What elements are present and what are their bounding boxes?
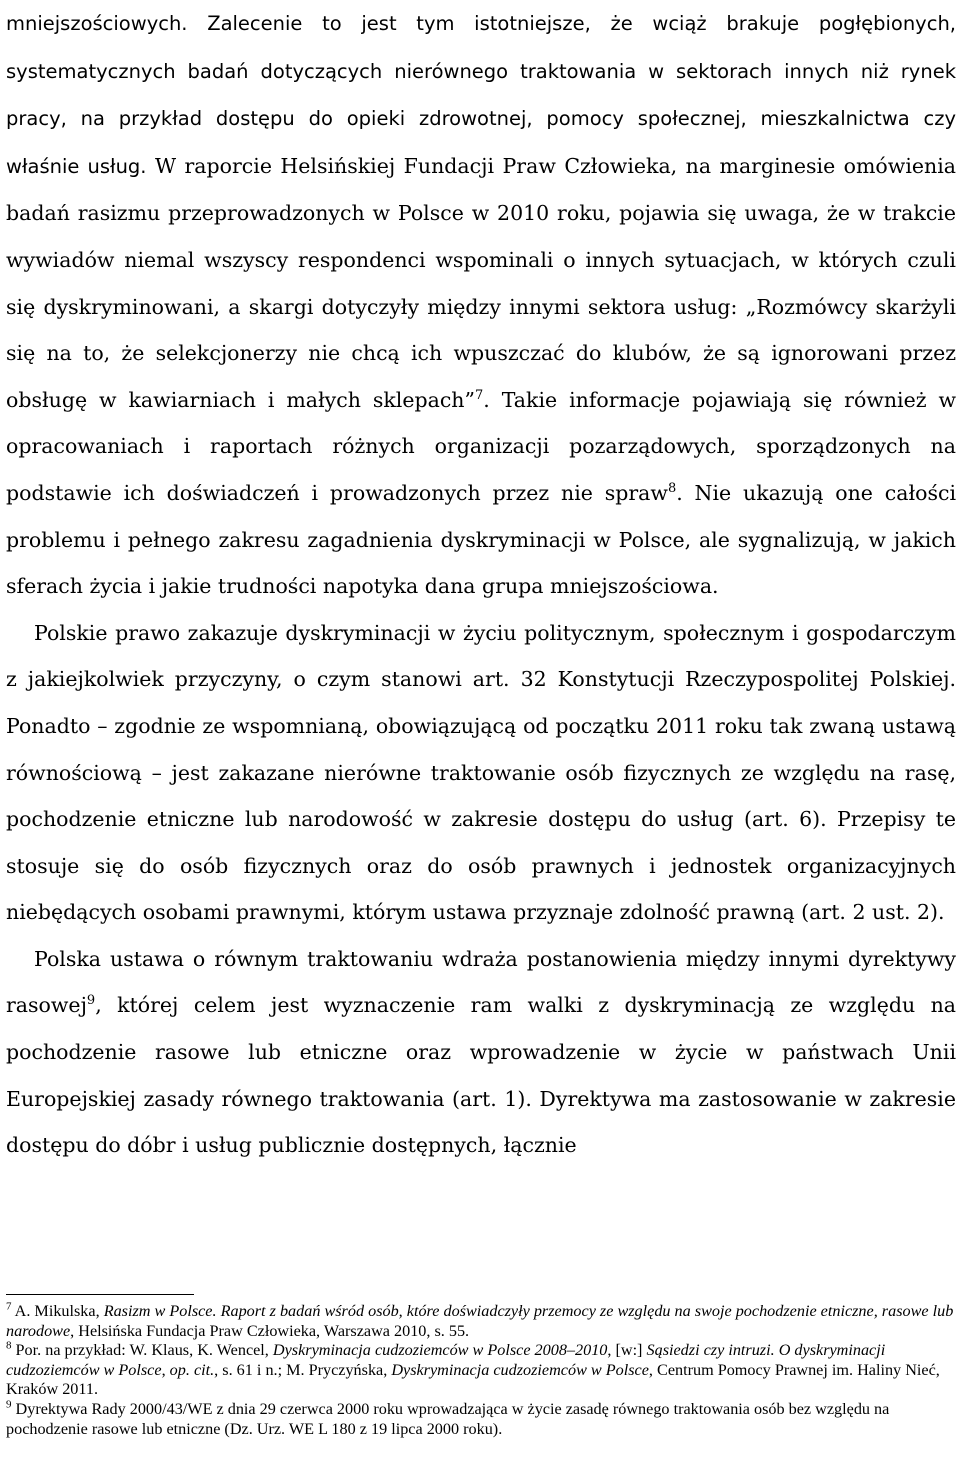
footnote-9-text: Dyrektywa Rady 2000/43/WE z dnia 29 czerwca 2000 roku wprowadzająca w życie zasadę równego traktowania osób bez względu na pochodzenie rasowe lub etniczne (Dz. Urz. WE L 180 z 19 lipca 2000 roku). (6, 1399, 890, 1438)
paragraph-1-part-c: . Nie ukazują one całości problemu i pełnego zakresu zagadnienia dyskryminacji w Polsce, ale sygnalizują, w jakich sferach życia i jakie trudności napotyka dana grupa mniejszościowa. (6, 480, 957, 599)
footnote-8-mid-3: , s. 61 i n.; M. Pryczyńska, (214, 1360, 392, 1379)
footnote-7-author: A. Mikulska, (11, 1302, 104, 1320)
paragraph-3-part-a: Polska ustawa o równym traktowaniu wdraża postanowienia między innymi dyrektywy rasowej (6, 946, 956, 1018)
paragraph-2: Polskie prawo zakazuje dyskryminacji w życiu politycznym, społecznym i gospodarczym z jakiejkolwiek przyczyny, o czym stanowi art. 32 Konstytucji Rzeczypospolitej Polskiej. Ponadto – zgodnie ze wspomnianą, obowiązującą od początku 2011 roku tak zwaną ustawą równościową – jest zakazane nierówne traktowanie osób fizycznych ze względu na rasę, pochodzenie etniczne lub narodowość w zakresie dostępu do usług (art. 6). Przepisy te stosuje się do osób fizycznych oraz do osób prawnych i jednostek organizacyjnych niebędących osobami prawnymi, którym ustawa przyznaje zdolność prawną (art. 2 ust. 2). (6, 620, 956, 925)
footnote-ref-7[interactable]: 7 (475, 387, 484, 403)
footnote-8-number: 8 (6, 1339, 12, 1352)
paragraph-3-part-b: , której celem jest wyznaczenie ram walki z dyskryminacją ze względu na pochodzenie rasowe lub etniczne oraz wprowadzenie w życie w państwach Unii Europejskiej zasady równego traktowania (art. 1). Dyrektywa ma zastosowanie w zakresie dostępu do dóbr i usług publicznie dostępnych, łącznie (6, 993, 956, 1158)
footnote-8-mid-1: , [w:] (607, 1341, 647, 1360)
footnote-8 (6, 1341, 956, 1400)
footnote-9 (6, 1400, 956, 1439)
paragraph-1-part-a: W raporcie Helsińskiej Fundacji Praw Człowieka, na marginesie omówienia badań rasizmu przeprowadzonych w Polsce w 2010 roku, pojawia się uwaga, że w trakcie wywiadów niemal wszyscy respondenci wspominali o innych sytuacjach, w których czuli się dyskryminowani, a skargi dotyczyły między innymi sektora usług: „Rozmówcy skarżyli się na to, że selekcjonerzy nie chcą ich wpuszczać do klubów, że są ignorowani przez obsługę w kawiarniach i małych sklepach” (6, 153, 956, 412)
footnote-7-number: 7 (6, 1300, 12, 1313)
footnote-8-opcit: op. cit. (169, 1360, 215, 1379)
paragraph-3 (6, 936, 956, 1169)
footnote-7-title: Rasizm w Polsce. Raport z badań wśród osób, które doświadczyły przemocy ze względu na swoje pochodzenie etniczne, rasowe lub narodowe (6, 1302, 954, 1340)
footnote-8-lead: Por. na przykład: W. Klaus, K. Wencel, (11, 1341, 273, 1360)
footnote-7 (6, 1302, 956, 1341)
paragraph-1-lead: mniejszościowych. Zalecenie to jest tym istotniejsze, że wciąż brakuje pogłębionych, systematycznych badań dotyczących nierównego traktowania w sektorach innych niż rynek pracy, na przykład dostępu do opieki zdrowotnej, pomocy społecznej, mieszkalnictwa czy właśnie usług. (6, 12, 956, 178)
footnote-8-title-1: Dyskryminacja cudzoziemców w Polsce 2008–2010 (272, 1341, 608, 1360)
footnotes (6, 1302, 956, 1439)
footnote-8-title-2: Sąsiedzi czy intruzi. O dyskryminacji cudzoziemców w Polsce (6, 1341, 886, 1379)
body-text (6, 0, 956, 1169)
footnote-ref-9[interactable]: 9 (86, 993, 96, 1009)
footnote-ref-8[interactable]: 8 (667, 481, 677, 497)
footnote-9-number: 9 (6, 1398, 12, 1411)
footnote-divider (6, 1294, 194, 1295)
footnote-7-rest: , Helsińska Fundacja Praw Człowieka, Warszawa 2010, s. 55. (70, 1321, 470, 1340)
paragraph-1 (6, 0, 956, 610)
footnote-8-title-3: Dyskryminacja cudzoziemców w Polsce (391, 1360, 649, 1379)
paragraph-1-part-b: . Takie informacje pojawiają się również w opracowaniach i raportach różnych organizacji pozarządowych, sporządzonych na podstawie ich doświadczeń i prowadzonych przez nie spraw (6, 387, 956, 505)
footnote-8-mid-2: , (161, 1360, 170, 1379)
footnote-8-rest: , Centrum Pomocy Prawnej im. Haliny Nieć, Kraków 2011. (6, 1360, 940, 1399)
